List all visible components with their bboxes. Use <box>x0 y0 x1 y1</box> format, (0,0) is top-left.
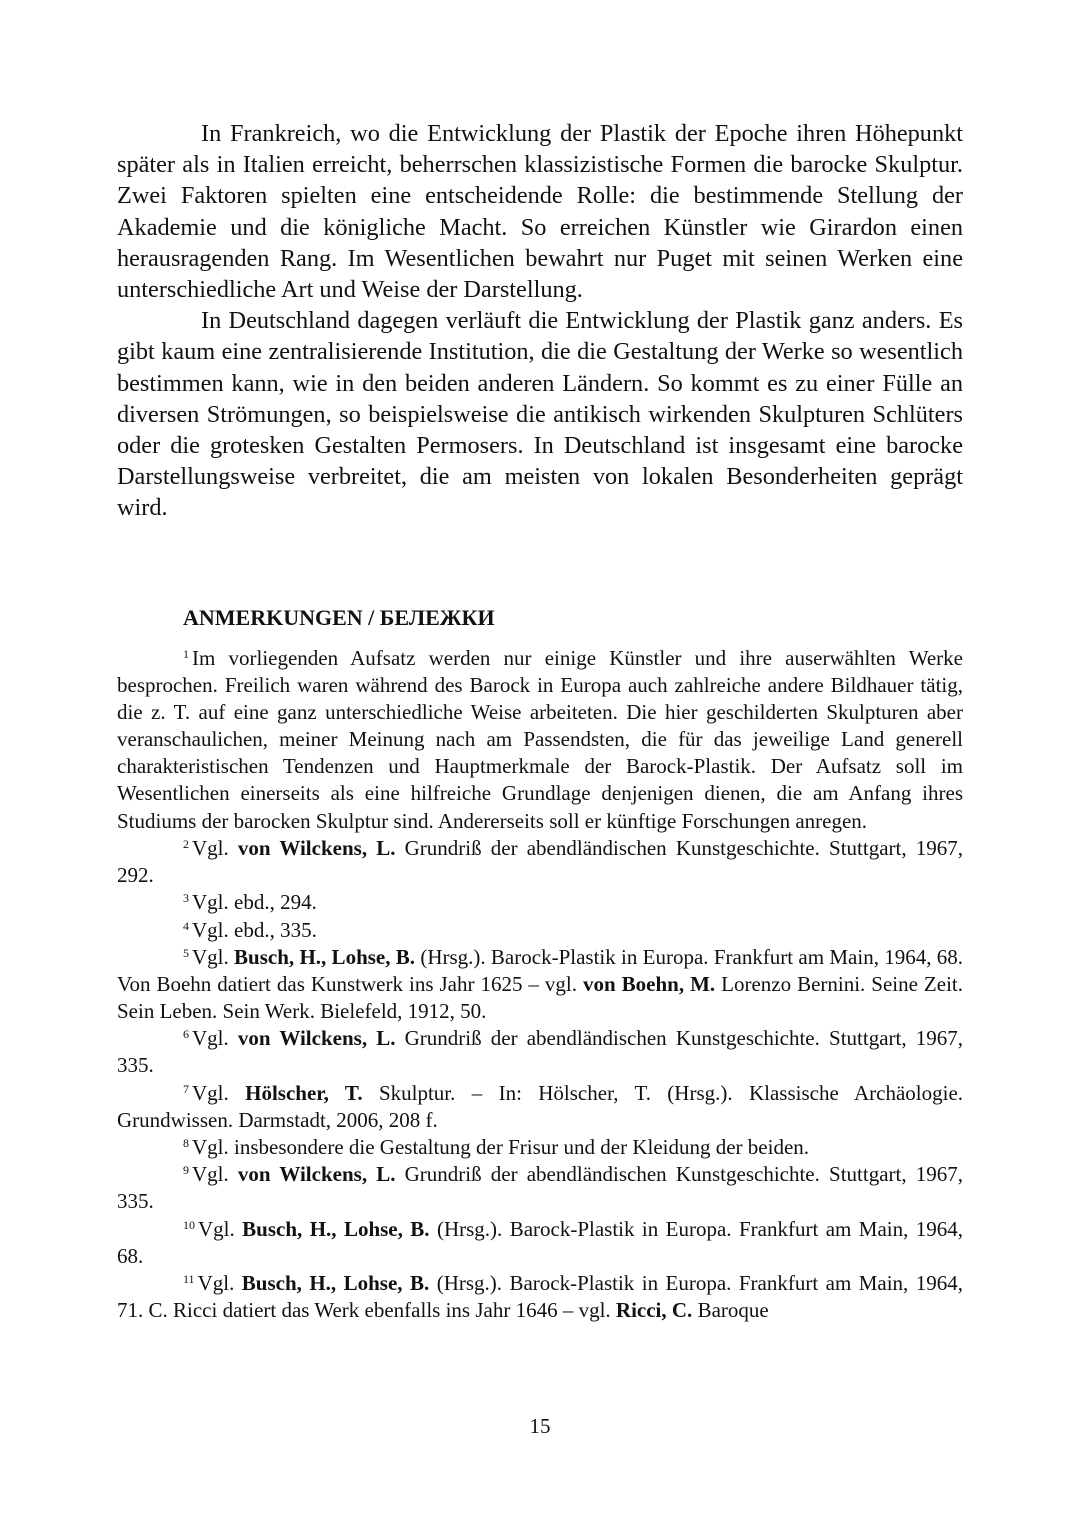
paragraph-germany: In Deutschland dagegen verläuft die Entwicklung der Plastik ganz anders. Es gibt kaum eine zentralisierende Institution, die die Gestaltung der Werke so wesentlich bestimmen kann, wie in den beiden anderen Ländern. So kommt es zu einer Fülle an diversen Strömungen, so beispielsweise die antikisch wirkenden Skulpturen Schlüters oder die grotesken Gestalten Permosers. In Deutschland ist insgesamt eine barocke Darstellungsweise verbreitet, die am meisten von lokalen Besonderheiten geprägt wird. <box>117 307 963 522</box>
notes-heading: ANMERKUNGEN / БЕЛЕЖКИ <box>183 605 495 631</box>
footnote-author: von Boehn, M. <box>582 971 716 996</box>
footnote-prefix: Vgl. <box>192 1162 229 1187</box>
footnote <box>117 944 963 1025</box>
footnote-number: 1 <box>183 647 189 661</box>
footnote-prefix: Vgl. <box>192 835 229 860</box>
footnote-text: (Hrsg.). Barock-Plastik in Europa. Frankfurt am Main, 1964, 71. C. Ricci datiert das Werk ebenfalls ins Jahr 1646 – vgl. <box>117 1271 963 1323</box>
footnote <box>117 917 963 944</box>
footnotes <box>117 645 963 1324</box>
footnote-number: 3 <box>183 891 189 906</box>
footnote-text: Grundriß der abendländischen Kunstgeschichte. Stuttgart, 1967, 335. <box>117 1026 964 1078</box>
footnote-text: Vgl. ebd., 294. <box>192 890 317 915</box>
footnote-text: Baroque <box>697 1298 769 1323</box>
footnote-prefix: Vgl. <box>192 1080 229 1105</box>
footnote-number: 11 <box>183 1272 195 1287</box>
footnote-author: Busch, H., Lohse, B. <box>234 944 416 969</box>
footnote <box>117 1161 963 1215</box>
footnote-author: Hölscher, T. <box>245 1080 363 1105</box>
footnote-text: (Hrsg.). Barock-Plastik in Europa. Frankfurt am Main, 1964, 68. <box>117 1216 964 1268</box>
footnote <box>117 1134 963 1161</box>
footnote <box>117 1080 963 1134</box>
footnote-prefix: Vgl. <box>197 1271 235 1296</box>
footnote-text: Skulptur. – In: Hölscher, T. (Hrsg.). Klassische Archäologie. Grundwissen. Darmstadt, 2006, 208 f. <box>117 1080 964 1132</box>
footnote <box>117 1216 963 1270</box>
footnote-text: Vgl. insbesondere die Gestaltung der Frisur und der Kleidung der beiden. <box>192 1135 810 1159</box>
footnote-author: von Wilckens, L. <box>237 835 396 860</box>
footnote-number: 8 <box>183 1136 189 1150</box>
footnote <box>117 1270 963 1324</box>
footnote-author: von Wilckens, L. <box>237 1162 396 1187</box>
footnote-prefix: Vgl. <box>198 1216 235 1241</box>
footnote-number: 5 <box>183 945 189 960</box>
footnote-text: (Hrsg.). Barock-Plastik in Europa. Frankfurt am Main, 1964, 68. Von Boehn datiert das Kunstwerk ins Jahr 1625 – vgl. <box>117 944 964 996</box>
main-text <box>117 118 963 524</box>
footnote-number: 7 <box>183 1081 189 1096</box>
footnote-number: 9 <box>183 1163 189 1178</box>
footnote-number: 2 <box>183 836 189 851</box>
footnote-text: Lorenzo Bernini. Seine Zeit. Sein Leben. Sein Werk. Bielefeld, 1912, 50. <box>117 971 963 1023</box>
footnote-prefix: Vgl. <box>192 1026 229 1051</box>
footnote-author: Ricci, C. <box>615 1298 693 1323</box>
footnote-prefix: Vgl. <box>192 944 229 969</box>
footnote-text: Vgl. ebd., 335. <box>192 917 317 942</box>
footnote <box>117 645 963 835</box>
footnote <box>117 835 963 889</box>
footnote-text: Grundriß der abendländischen Kunstgeschichte. Stuttgart, 1967, 335. <box>117 1162 964 1214</box>
footnote-text: Im vorliegenden Aufsatz werden nur einige Künstler und ihre auserwählten Werke besprochen. Freilich waren während des Barock in Europa auch zahlreiche andere Bildhauer tätig, die z. T. auf eine ganz unterschiedliche Weise arbeiteten. Die hier geschilderten Skulpturen aber veranschaulichen, meiner Meinung nach am Passendsten, die für das jeweilige Land generell charakteristischen Tendenzen und Hauptmerkmale der Barock-Plastik. Der Aufsatz soll im Wesentlichen einerseits als eine hilfreiche Grundlage denjenigen dienen, die am Anfang ihres Studiums der barocken Skulptur sind. Andererseits soll er künftige Forschungen anregen. <box>117 646 963 833</box>
footnote-author: Busch, H., Lohse, B. <box>242 1216 430 1241</box>
paragraph-france: In Frankreich, wo die Entwicklung der Plastik der Epoche ihren Höhepunkt später als in Italien erreicht, beherrschen klassizistische Formen die barocke Skulptur. Zwei Faktoren spielten eine entscheidende Rolle: die bestimmende Stellung der Akademie und die königliche Macht. So erreichen Künstler wie Girardon einen herausragenden Rang. Im Wesentlichen bewahrt nur Puget mit seinen Werken eine unterschiedliche Art und Weise der Darstellung. <box>117 120 963 304</box>
footnote-author: Busch, H., Lohse, B. <box>241 1271 430 1296</box>
footnote-number: 6 <box>183 1027 189 1042</box>
page-number: 15 <box>529 1414 551 1438</box>
footnote <box>117 889 963 916</box>
footnote-number: 4 <box>183 918 189 933</box>
footnote <box>117 1025 963 1079</box>
footnote-number: 10 <box>183 1217 195 1232</box>
footnote-author: von Wilckens, L. <box>237 1026 396 1051</box>
footnote-text: Grundriß der abendländischen Kunstgeschichte. Stuttgart, 1967, 292. <box>117 835 964 887</box>
